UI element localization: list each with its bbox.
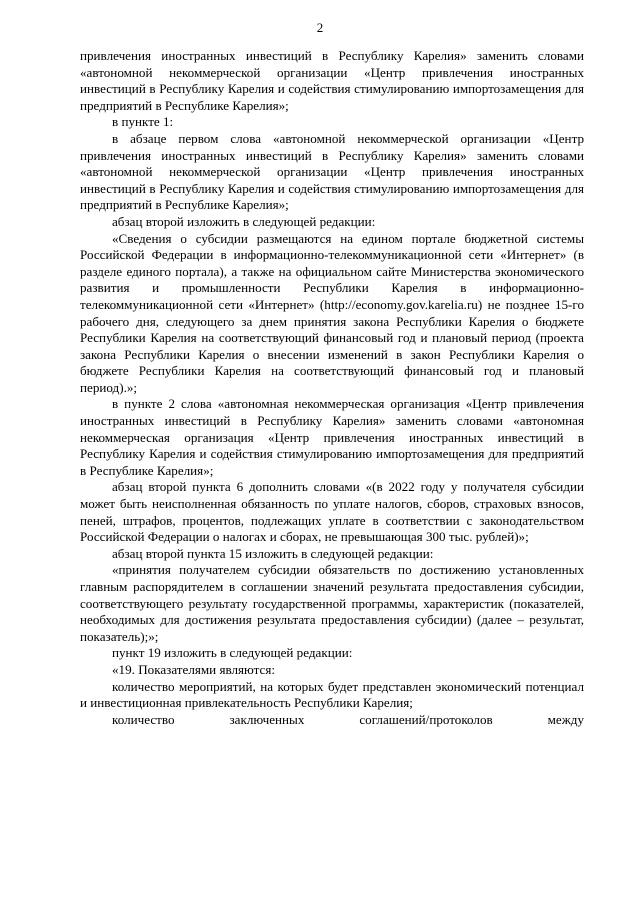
paragraph: в абзаце первом слова «автономной некоммерческой организации «Центр привлечения иностранных инвестиций в Республику Карелия» заменить словами «автономной некоммерческой организации «Центр привлечения иностранных инвестиций в Республику Карелия и содействия стимулированию импортозамещения для предприятий в Республике Карелия»; [80,130,584,213]
paragraph: абзац второй пункта 15 изложить в следующей редакции: [112,545,434,561]
paragraph: пункт 19 изложить в следующей редакции: [112,645,353,661]
paragraph: привлечения иностранных инвестиций в Республику Карелия» заменить словами «автономной некоммерческой организации «Центр привлечения иностранных инвестиций в Республику Карелия и содействия стимулированию импортозамещения для предприятий в Республике Карелия»; [80,48,584,113]
paragraph: «19. Показателями являются: [112,661,276,677]
paragraph: в пункте 2 слова «автономная некоммерческая организация «Центр привлечения иностранных инвестиций в Республику Карелия» заменить словами «автономная некоммерческая организация «Центр привлечения иностранных инвестиций в Республику Карелия и содействия стимулированию импортозамещения для предприятий в Республике Карелия»; [80,396,584,478]
paragraph: абзац второй изложить в следующей редакции: [112,213,376,229]
paragraph: количество заключенных соглашений/протоколов между [112,711,584,727]
document-body [80,48,584,728]
paragraph: в пункте 1: [112,114,174,130]
page-number: 2 [316,20,324,35]
paragraph: «Сведения о субсидии размещаются на едином портале бюджетной системы Российской Федерации в информационно-телекоммуникационной сети «Интернет» (в разделе единого портала), а также на официальном сайте Министерства экономического развития и промышленности Республики Карелия в информационно-телекоммуникационной сети «Интернет» (http://economy.gov.karelia.ru) не позднее 15-го рабочего дня, следующего за днем принятия закона Республики Карелия о бюджете Республики Карелия на соответствующий финансовый год и плановый период (проекта закона Республики Карелия о внесении изменений в закон Республики Карелия о бюджете Республики Карелия на соответствующий финансовый год и плановый период).»; [80,230,584,395]
paragraph: количество мероприятий, на которых будет представлен экономический потенциал и инвестиционная привлекательность Республики Карелия; [80,678,584,711]
paragraph: «принятия получателем субсидии обязательств по достижению установленных главным распорядителем в соглашении значений результата предоставления субсидии, соответствующего результату государственной программы, характеристик (показателей, необходимых для достижения результата предоставления субсидии) (далее – результат, показатель);»; [80,562,584,644]
paragraph: абзац второй пункта 6 дополнить словами «(в 2022 году у получателя субсидии может быть неисполненная обязанность по уплате налогов, сборов, страховых взносов, пеней, штрафов, процентов, подлежащих уплате в соответствии с законодательством Российской Федерации о налогах и сборах, не превышающая 300 тыс. рублей)»; [80,479,584,545]
